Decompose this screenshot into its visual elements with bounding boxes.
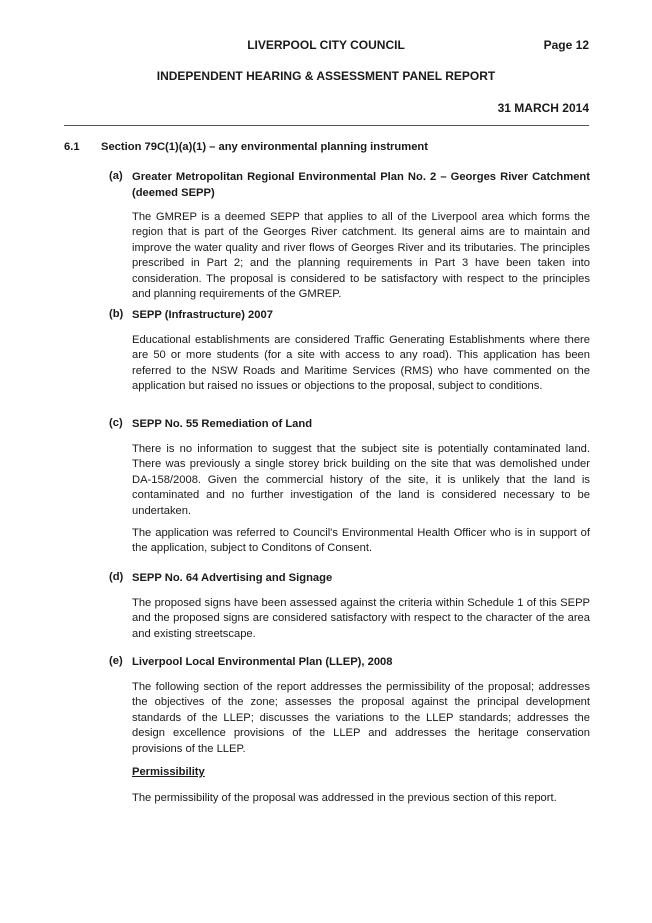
subsection-d-paragraph: The proposed signs have been assessed against the criteria within Schedule 1 of this SEPP and the proposed signs are considered satisfactory with respect to the character of the area and existing streetscape. <box>132 597 590 640</box>
subsection-d-title: SEPP No. 64 Advertising and Signage <box>132 572 333 584</box>
header-page-number: Page 12 <box>543 38 589 52</box>
subsection-c-paragraph-1: There is no information to suggest that the subject site is potentially contaminated land. There was previously a single storey brick building on the site that was demolished under DA-158/2008. Given the commercial history of the site, it is unlikely that the land is contaminated and no further investigation of the land is considered necessary to be undertaken. <box>132 443 590 517</box>
subsection-e-letter: (e) <box>109 655 123 667</box>
subsection-a-paragraph: The GMREP is a deemed SEPP that applies to all of the Liverpool area which forms the region that is part of the Georges River catchment. Its general aims are to maintain and improve the water quality and river flows of Georges River and its tributaries. The principles prescribed in Part 2; and the planning requirements in Part 3 have been taken into consideration. The proposal is considered to be satisfactory with respect to the principles and planning requirements of the GMREP. <box>132 211 590 301</box>
subsection-b-paragraph: Educational establishments are considered Traffic Generating Establishments where there are 50 or more students (for a site with access to any road). This application has been referred to the NSW Roads and Maritime Services (RMS) who have commented on the application but raised no issues or objections to the proposal, subject to conditions. <box>132 334 590 393</box>
header-report-date: 31 MARCH 2014 <box>497 101 589 115</box>
subsection-a-letter: (a) <box>109 170 123 182</box>
permissibility-heading: Permissibility <box>132 766 205 778</box>
subsection-c-letter: (c) <box>109 417 123 429</box>
subsection-b-letter: (b) <box>109 308 124 320</box>
subsection-e-paragraph-1: The following section of the report addresses the permissibility of the proposal; addresses the objectives of the zone; assesses the proposal against the principal development standards of the LLEP; discusses the variations to the LLEP standards; addresses the design excellence provisions of the LLEP and addresses the heritage conservation provisions of the LLEP. <box>132 681 590 755</box>
subsection-a-title: Greater Metropolitan Regional Environmental Plan No. 2 – Georges River Catchment (deemed SEPP) <box>132 171 590 199</box>
header-report-title: INDEPENDENT HEARING & ASSESSMENT PANEL REPORT <box>156 69 496 83</box>
subsection-b-title: SEPP (Infrastructure) 2007 <box>132 309 273 321</box>
header-divider <box>64 125 589 126</box>
subsection-c-title: SEPP No. 55 Remediation of Land <box>132 418 313 430</box>
section-title: Section 79C(1)(a)(1) – any environmental planning instrument <box>101 141 428 153</box>
section-number: 6.1 <box>64 141 80 153</box>
subsection-e-title: Liverpool Local Environmental Plan (LLEP), 2008 <box>132 656 393 668</box>
subsection-e-paragraph-2: The permissibility of the proposal was addressed in the previous section of this report. <box>132 792 557 804</box>
header-council-name: LIVERPOOL CITY COUNCIL <box>247 38 405 52</box>
subsection-c-paragraph-2: The application was referred to Council's Environmental Health Officer who is in support of the application, subject to Conditons of Consent. <box>132 527 590 555</box>
subsection-d-letter: (d) <box>109 571 124 583</box>
